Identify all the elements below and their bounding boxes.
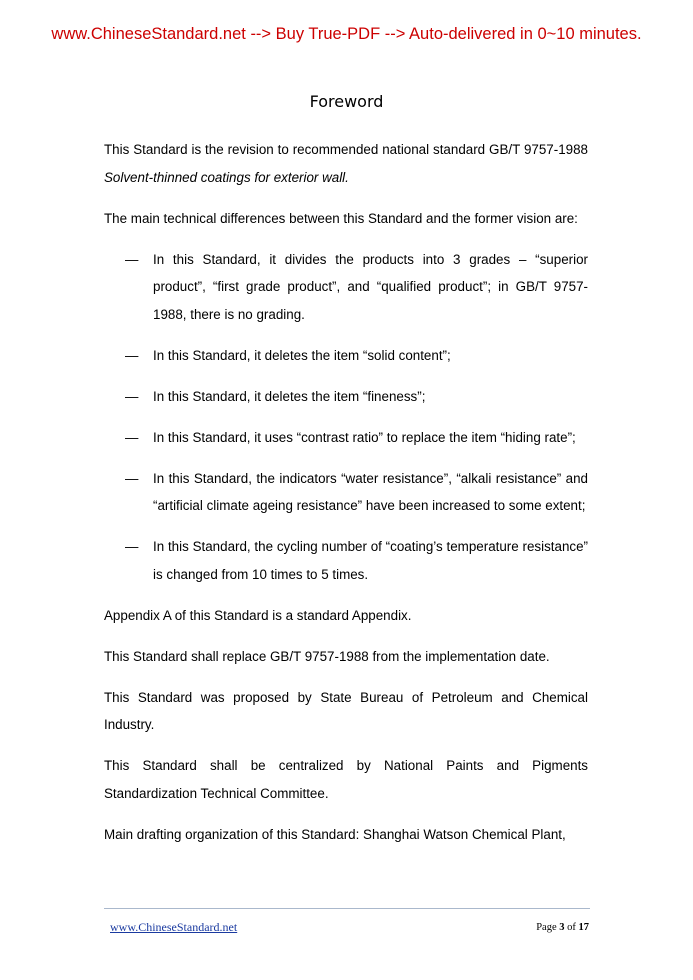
standard-title: Solvent-thinned coatings for exterior wall. <box>104 169 349 185</box>
dash-bullet: — <box>125 470 139 486</box>
document-body <box>104 136 588 862</box>
list-item <box>104 342 588 370</box>
dash-bullet: — <box>125 347 139 363</box>
footer-website-link[interactable]: www.ChineseStandard.net <box>110 920 238 934</box>
list-item-text: In this Standard, it deletes the item “solid content”; <box>153 347 451 363</box>
intro-text: This Standard is the revision to recommended national standard GB/T 9757-1988 <box>104 142 588 157</box>
page-title: Foreword <box>309 92 384 111</box>
page-prefix: Page <box>536 922 560 933</box>
list-item <box>104 533 588 588</box>
page-of: of <box>564 922 579 933</box>
list-item <box>104 465 588 520</box>
list-item-text: In this Standard, the cycling number of “coating’s temperature resistance” is changed from 10 times to 5 times. <box>153 539 588 582</box>
list-item <box>104 383 588 411</box>
intro-paragraph <box>104 136 588 191</box>
page-current: 3 <box>559 922 565 933</box>
list-item-text: In this Standard, the indicators “water resistance”, “alkali resistance” and “artificial climate ageing resistance” have been increased to some extent; <box>153 470 588 513</box>
dash-bullet: — <box>125 388 139 404</box>
replacement-paragraph: This Standard shall replace GB/T 9757-1988 from the implementation date. <box>104 648 550 664</box>
page-total: 17 <box>578 922 589 933</box>
header-banner[interactable]: www.ChineseStandard.net --> Buy True-PDF --> Auto-delivered in 0~10 minutes. <box>51 25 642 43</box>
page-number <box>536 922 589 933</box>
list-item-text: In this Standard, it divides the products into 3 grades – “superior product”, “first grade product”, and “qualified product”; in GB/T 9757-1988, there is no grading. <box>153 251 588 322</box>
appendix-paragraph: Appendix A of this Standard is a standard Appendix. <box>104 607 412 623</box>
committee-paragraph: This Standard shall be centralized by National Paints and Pigments Standardization Technical Committee. <box>104 758 588 801</box>
list-item-text: In this Standard, it deletes the item “fineness”; <box>153 388 426 404</box>
dash-bullet: — <box>125 539 139 554</box>
list-item <box>104 424 588 452</box>
dash-bullet: — <box>125 251 139 267</box>
proposal-paragraph: This Standard was proposed by State Bureau of Petroleum and Chemical Industry. <box>104 689 588 732</box>
list-item-text: In this Standard, it uses “contrast ratio” to replace the item “hiding rate”; <box>153 429 576 445</box>
footer-divider <box>104 908 590 909</box>
differences-paragraph: The main technical differences between this Standard and the former vision are: <box>104 210 578 226</box>
list-item <box>104 246 588 329</box>
dash-bullet: — <box>125 429 139 445</box>
drafting-paragraph: Main drafting organization of this Standard: Shanghai Watson Chemical Plant, <box>104 826 566 842</box>
